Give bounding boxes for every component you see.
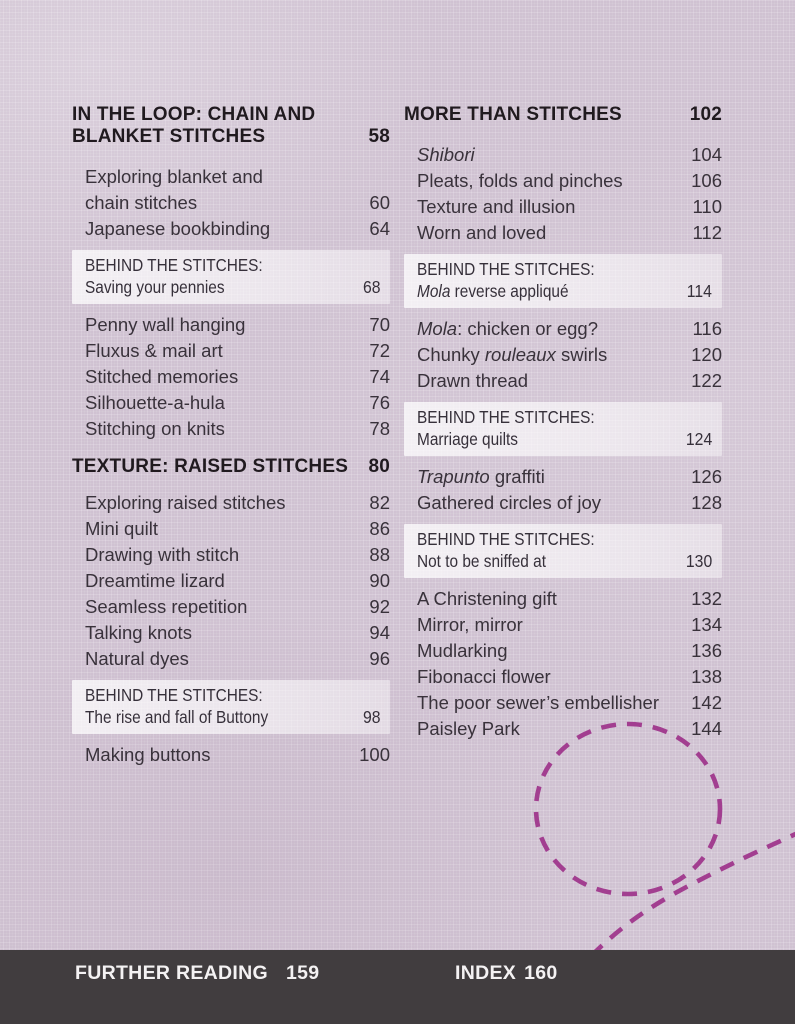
toc-entry-page: 88 [369, 544, 390, 565]
toc-entry-page: 96 [369, 648, 390, 669]
toc-entry-label: Mola: chicken or egg? [417, 318, 599, 339]
toc-entry [72, 594, 390, 620]
toc-entry-label: Fluxus & mail art [85, 340, 223, 361]
toc-entry [72, 568, 390, 594]
toc-entry-page: 128 [691, 492, 722, 513]
toc-entry-label: Talking knots [85, 622, 192, 643]
footer-label: FURTHER READING [75, 962, 268, 984]
band-entry-page: 68 [362, 277, 380, 297]
toc-entry [72, 216, 390, 242]
toc-entry [72, 516, 390, 542]
toc-entry-page: 116 [692, 318, 722, 339]
toc-entry-label: Exploring raised stitches [85, 492, 286, 513]
toc-entry-label: Seamless repetition [85, 596, 248, 617]
toc-entry [72, 620, 390, 646]
footer-page-number: 159 [286, 962, 320, 984]
chapter-page-number: 80 [368, 456, 390, 477]
behind-the-stitches-band [404, 524, 722, 578]
toc-entry-page: 142 [691, 692, 722, 713]
toc-entry [72, 390, 390, 416]
toc-entry-page: 122 [691, 370, 722, 391]
chapter-page-number: 102 [689, 104, 722, 125]
toc-entry-page: 74 [369, 366, 390, 387]
chapter-title-line: MORE THAN STITCHES [404, 104, 622, 125]
toc-entry [404, 464, 722, 490]
toc-entry-page: 64 [369, 218, 390, 239]
toc-entry [404, 586, 722, 612]
toc-entry-page: 138 [691, 666, 722, 687]
toc-entry-label: Chunky rouleaux swirls [417, 344, 608, 365]
toc-entry [72, 338, 390, 364]
toc-entry-page: 70 [369, 314, 390, 335]
band-heading-label: BEHIND THE STITCHES: [417, 407, 595, 427]
toc-entry-label: Drawing with stitch [85, 544, 240, 565]
toc-entry [72, 312, 390, 338]
table-of-contents [72, 104, 722, 768]
toc-entry [404, 342, 722, 368]
toc-entry-label: Mudlarking [417, 640, 508, 661]
toc-entry-label: Stitched memories [85, 366, 239, 387]
toc-entry-label: Silhouette-a-hula [85, 392, 225, 413]
toc-entry-page: 100 [359, 744, 390, 765]
toc-entry-label: Mini quilt [85, 518, 158, 539]
chapter-heading [72, 456, 390, 478]
toc-entry-label: Trapunto graffiti [417, 466, 545, 487]
toc-entry [404, 316, 722, 342]
chapter-title-line: IN THE LOOP: CHAIN AND [72, 104, 316, 125]
band-entry-page: 130 [685, 551, 712, 571]
toc-entry [72, 742, 390, 768]
toc-entry-page: 60 [369, 192, 390, 213]
toc-entry-page: 110 [692, 196, 722, 217]
behind-the-stitches-band [72, 250, 390, 304]
toc-entry-label: Drawn thread [417, 370, 529, 391]
toc-entry-label: Paisley Park [417, 718, 520, 739]
band-entry-page: 124 [685, 429, 712, 449]
toc-entry [404, 194, 722, 220]
toc-entry-page: 86 [369, 518, 390, 539]
band-entry-label: The rise and fall of Buttony [85, 707, 269, 727]
toc-entry-label: The poor sewer’s embellisher [417, 692, 659, 713]
toc-entry-label: Penny wall hanging [85, 314, 246, 335]
chapter-heading [404, 104, 722, 126]
footer-label: INDEX [455, 962, 517, 984]
toc-entry-label: Fibonacci flower [417, 666, 551, 687]
toc-entry-label: Gathered circles of joy [417, 492, 602, 513]
band-entry-label: Mola reverse appliqué [417, 281, 569, 301]
toc-entry-label: Making buttons [85, 744, 211, 765]
band-entry-label: Not to be sniffed at [417, 551, 547, 571]
toc-entry-page: 90 [369, 570, 390, 591]
toc-entry [72, 646, 390, 672]
toc-entry-label: Natural dyes [85, 648, 189, 669]
toc-entry-label: Dreamtime lizard [85, 570, 225, 591]
toc-entry [72, 364, 390, 390]
toc-entry-label: Exploring blanket and chain stitches [85, 166, 263, 213]
toc-entry [404, 664, 722, 690]
toc-entry-page: 126 [691, 466, 722, 487]
band-entry-label: Saving your pennies [85, 277, 225, 297]
toc-entry-page: 112 [692, 222, 722, 243]
band-heading-label: BEHIND THE STITCHES: [85, 685, 263, 705]
toc-entry [404, 220, 722, 246]
toc-entry-page: 82 [369, 492, 390, 513]
toc-entry-label: Worn and loved [417, 222, 547, 243]
chapter-page-number: 58 [368, 126, 390, 147]
toc-entry-page: 120 [691, 344, 722, 365]
toc-entry [404, 612, 722, 638]
toc-entry-label: Texture and illusion [417, 196, 576, 217]
toc-entry-page: 92 [369, 596, 390, 617]
toc-entry-label: Shibori [417, 144, 475, 165]
band-entry-page: 114 [686, 281, 712, 301]
footer-bar [0, 950, 795, 1024]
footer-index [455, 962, 558, 985]
band-heading-label: BEHIND THE STITCHES: [417, 529, 595, 549]
toc-column-right [404, 104, 722, 768]
toc-entry-label: Pleats, folds and pinches [417, 170, 623, 191]
toc-entry-page: 134 [691, 614, 722, 635]
toc-entry-page: 76 [369, 392, 390, 413]
toc-entry-page: 72 [369, 340, 390, 361]
toc-entry-page: 94 [369, 622, 390, 643]
behind-the-stitches-band [404, 402, 722, 456]
toc-entry-page: 144 [691, 718, 722, 739]
toc-entry-label: Mirror, mirror [417, 614, 523, 635]
footer-further-reading [75, 962, 319, 985]
band-heading-label: BEHIND THE STITCHES: [417, 259, 595, 279]
toc-entry-page: 132 [691, 588, 722, 609]
toc-entry-page: 106 [691, 170, 722, 191]
toc-entry [404, 638, 722, 664]
behind-the-stitches-band [72, 680, 390, 734]
chapter-title-line: BLANKET STITCHES [72, 126, 266, 147]
toc-entry [72, 164, 390, 216]
toc-entry [404, 368, 722, 394]
toc-entry [404, 490, 722, 516]
toc-entry-page: 136 [691, 640, 722, 661]
chapter-title-line: TEXTURE: RAISED STITCHES [72, 456, 349, 477]
toc-entry [72, 416, 390, 442]
band-entry-page: 98 [362, 707, 380, 727]
toc-column-left [72, 104, 390, 768]
toc-entry [72, 490, 390, 516]
toc-entry-label: Japanese bookbinding [85, 218, 271, 239]
toc-entry-page: 78 [369, 418, 390, 439]
footer-page-number: 160 [524, 962, 558, 984]
toc-entry [404, 716, 722, 742]
toc-entry-label: Stitching on knits [85, 418, 225, 439]
band-entry-label: Marriage quilts [417, 429, 519, 449]
toc-entry-label: A Christening gift [417, 588, 557, 609]
behind-the-stitches-band [404, 254, 722, 308]
band-heading-label: BEHIND THE STITCHES: [85, 255, 263, 275]
chapter-heading [72, 104, 390, 148]
toc-entry [404, 142, 722, 168]
toc-entry [404, 690, 722, 716]
toc-entry [72, 542, 390, 568]
toc-entry [404, 168, 722, 194]
toc-entry-page: 104 [691, 144, 722, 165]
